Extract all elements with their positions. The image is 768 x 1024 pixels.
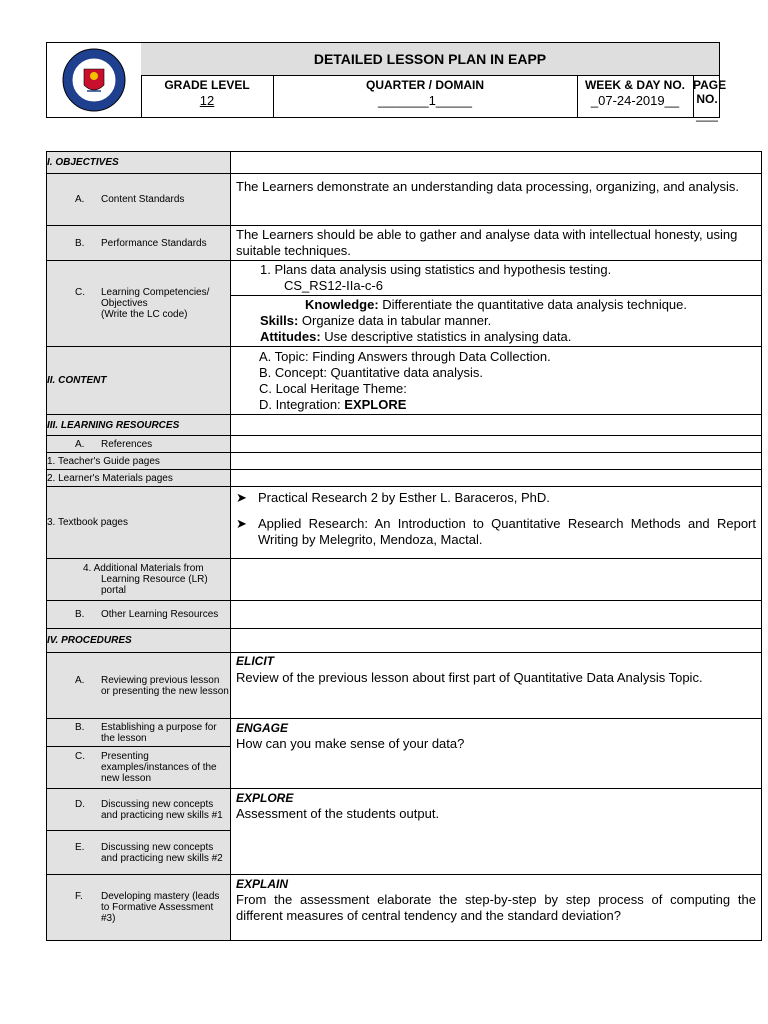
quarter-label: QUARTER / DOMAIN (366, 78, 484, 92)
arrow-bullet-icon: ➤ (236, 516, 247, 531)
lc-code-note: (Write the LC code) (101, 309, 188, 320)
discussing-skills-2-label: Discussing new concepts and practicing new skills #2 (101, 841, 223, 864)
row-marker: F. (75, 891, 83, 902)
table-row (47, 875, 762, 941)
additional-materials-line3: portal (101, 585, 127, 596)
engage-text: How can you make sense of your data? (236, 736, 465, 751)
competency-code: CS_RS12-IIa-c-6 (284, 278, 383, 293)
table-row (47, 470, 762, 487)
table-row (47, 347, 762, 415)
table-row (47, 629, 762, 653)
arrow-bullet-icon: ➤ (236, 490, 247, 505)
page-no-label: PAGE NO. (693, 78, 727, 106)
grade-level-label: GRADE LEVEL (164, 78, 250, 92)
table-row (47, 559, 762, 601)
table-row (47, 436, 762, 453)
performance-standards-label: Performance Standards (101, 237, 207, 249)
content-standards-text: The Learners demonstrate an understanding data processing, organizing, and analysis. (231, 174, 762, 226)
table-row (47, 174, 762, 226)
attitudes-label: Attitudes: (260, 329, 321, 344)
row-marker: A. (75, 674, 85, 686)
textbook-label: 3. Textbook pages (47, 487, 231, 559)
list-item (236, 490, 756, 506)
row-marker: C. (75, 751, 85, 762)
table-row (47, 261, 762, 296)
week-day-label: WEEK & DAY NO. (584, 78, 686, 92)
references-label: References (101, 438, 153, 450)
explain-heading: EXPLAIN (236, 877, 289, 891)
content-item-integration: D. Integration: (259, 396, 345, 412)
additional-materials-line2: Learning Resource (LR) (101, 574, 208, 585)
table-row (47, 653, 762, 719)
table-row (47, 415, 762, 436)
textbook-2: Applied Research: An Introduction to Quantitative Research Methods and Report Writing by Melegrito, Mendoza, Mactal. (258, 516, 756, 547)
table-row (47, 487, 762, 559)
objectives-heading: I. OBJECTIVES (47, 152, 231, 174)
procedures-heading: IV. PROCEDURES (47, 629, 231, 653)
knowledge-label: Knowledge: (304, 297, 379, 312)
other-resources-label: Other Learning Resources (101, 609, 219, 620)
explore-text: Assessment of the students output. (236, 806, 440, 821)
lesson-plan-header (46, 42, 727, 122)
reviewing-lesson-label: Reviewing previous lesson or presenting the new lesson (101, 674, 229, 697)
grade-level-value: 12 (199, 93, 215, 108)
row-marker: C. (75, 287, 85, 298)
textbook-1: Practical Research 2 by Esther L. Baraceros, PhD. (258, 490, 550, 505)
content-heading: II. CONTENT (47, 347, 231, 415)
engage-heading: ENGAGE (236, 721, 289, 735)
explore-heading: EXPLORE (236, 791, 294, 805)
table-row (47, 453, 762, 470)
purpose-label: Establishing a purpose for the lesson (101, 721, 217, 744)
skills-label: Skills: (260, 313, 299, 328)
explain-text: From the assessment elaborate the step-by-step by step process of computing the different measures of central tendency and the standard deviation? (236, 892, 756, 923)
table-row (47, 226, 762, 261)
row-marker: A. (75, 194, 85, 205)
skills-text: Organize data in tabular manner. (298, 313, 492, 328)
presenting-examples-label: Presenting examples/instances of the new lesson (101, 751, 217, 784)
competency-label: Learning Competencies/ Objectives (101, 287, 210, 309)
row-marker: D. (75, 798, 85, 810)
integration-explore: EXPLORE (344, 396, 407, 412)
page-no-value: ___ (696, 107, 718, 122)
elicit-text: Review of the previous lesson about first part of Quantitative Data Analysis Topic. (236, 670, 703, 685)
knowledge-text: Differentiate the quantitative data analysis technique. (378, 297, 688, 312)
competency-item: 1. Plans data analysis using statistics and hypothesis testing. (260, 262, 612, 277)
week-day-cell (577, 75, 694, 117)
deped-seal (47, 43, 142, 117)
content-item-concept: B. Concept: Quantitative data analysis. (259, 364, 484, 380)
content-standards-label: Content Standards (101, 194, 185, 205)
lesson-plan-table (46, 151, 762, 941)
learners-materials-label: 2. Learner's Materials pages (47, 470, 231, 487)
quarter-value: _______1_____ (378, 93, 472, 108)
performance-standards-text: The Learners should be able to gather and analyse data with intellectual honesty, using suitable techniques. (231, 226, 762, 261)
row-marker: B. (75, 609, 85, 620)
additional-materials-line1: 4. Additional Materials from (83, 563, 204, 574)
document-title: DETAILED LESSON PLAN IN EAPP (141, 43, 719, 76)
table-row (47, 789, 762, 831)
content-item-heritage: C. Local Heritage Theme: (259, 380, 407, 396)
list-item (236, 516, 756, 548)
teachers-guide-label: 1. Teacher's Guide pages (47, 453, 231, 470)
page-no-cell (693, 75, 727, 122)
resources-heading: III. LEARNING RESOURCES (47, 415, 231, 436)
attitudes-text: Use descriptive statistics in analysing data. (320, 329, 572, 344)
elicit-heading: ELICIT (236, 654, 274, 668)
row-marker: B. (75, 237, 85, 249)
table-row (47, 152, 762, 174)
quarter-cell (273, 75, 578, 117)
developing-mastery-label: Developing mastery (leads to Formative Assessment #3) (101, 891, 220, 924)
table-row (47, 601, 762, 629)
row-marker: B. (75, 721, 85, 733)
content-item-topic: A. Topic: Finding Answers through Data Collection. (259, 348, 551, 364)
table-row (47, 719, 762, 747)
grade-level-cell (141, 75, 274, 117)
discussing-skills-1-label: Discussing new concepts and practicing new skills #1 (101, 798, 223, 821)
row-marker: E. (75, 841, 85, 853)
row-marker: A. (75, 438, 85, 450)
week-day-value: _07-24-2019__ (590, 93, 680, 108)
